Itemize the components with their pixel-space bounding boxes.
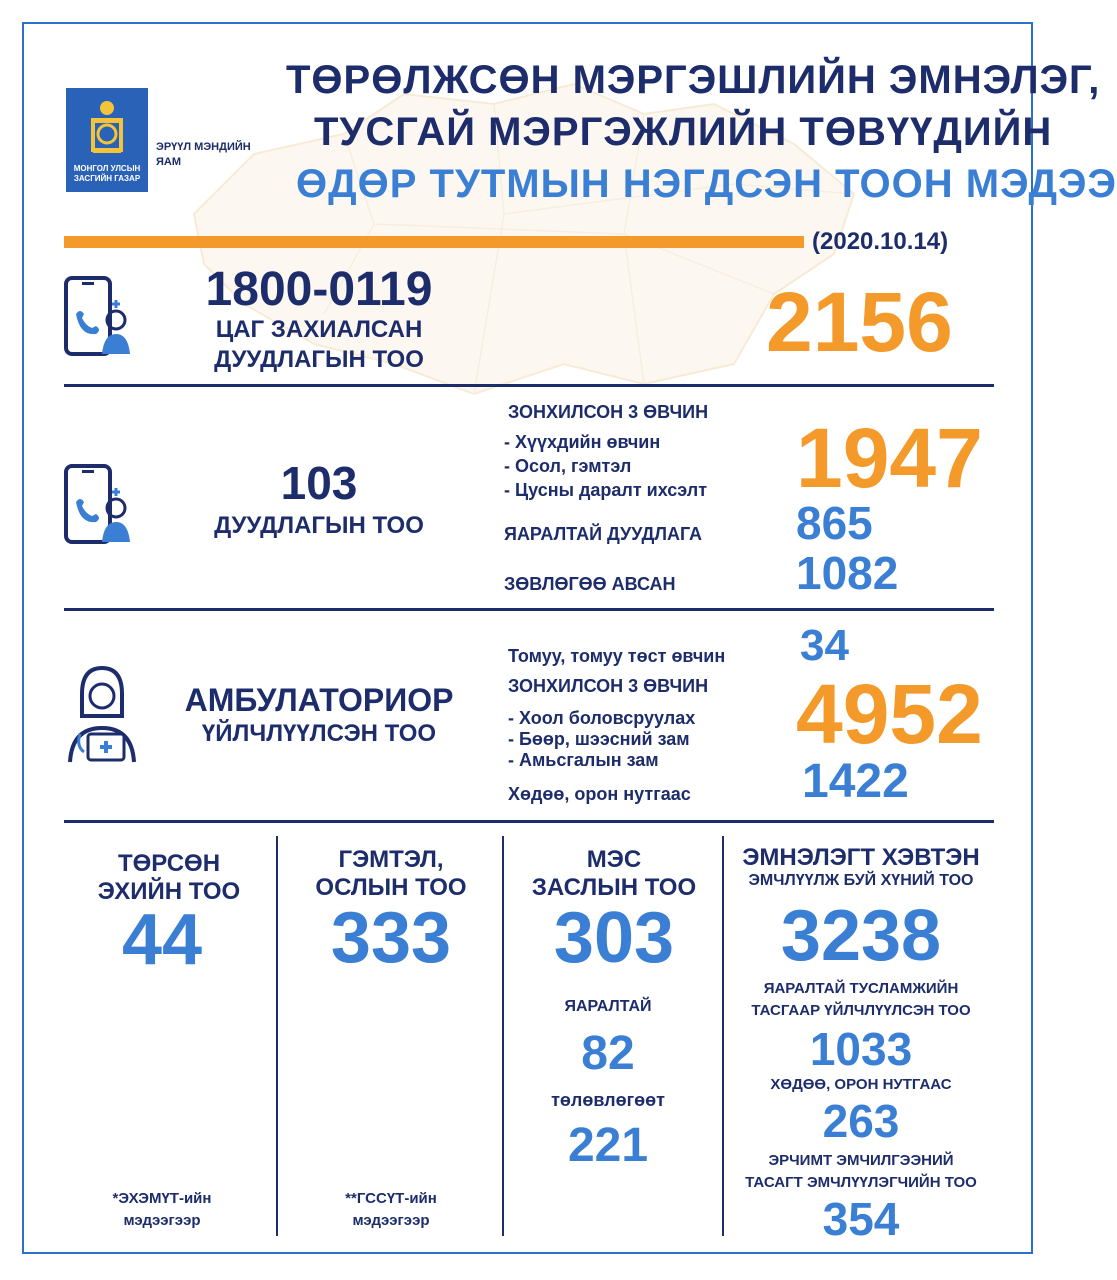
flu-value: 34	[800, 621, 849, 670]
injury-source-line-1: **ГССҮТ-ийн	[345, 1190, 437, 1207]
calls-label: ДУУДЛАГЫН ТОО	[214, 512, 424, 539]
outpatient-label-line-2: ҮЙЛЧЛҮҮЛСЭН ТОО	[201, 720, 437, 747]
appointment-label-line-2: ДУУДЛАГЫН ТОО	[214, 346, 424, 373]
surgery-urgent-value: 82	[581, 1027, 635, 1080]
ministry-name: ЭРҮҮЛ МЭНДИЙН ЯАМ	[156, 141, 251, 168]
top3-title: ЗОНХИЛСОН 3 ӨВЧИН	[508, 402, 709, 422]
births-value: 44	[121, 900, 203, 980]
top3-item-3: - Цусны даралт ихсэлт	[504, 480, 708, 500]
er-rural-label: ХӨДӨӨ, ОРОН НУТГААС	[770, 1076, 952, 1093]
orange-divider	[64, 236, 804, 248]
outpatient-rural-value: 1422	[802, 755, 909, 808]
column-divider-3	[722, 836, 724, 1236]
infographic-frame	[22, 22, 1117, 1254]
injury-value: 333	[330, 898, 452, 978]
top3-item-2: - Осол, гэмтэл	[504, 456, 632, 476]
hotline-number: 1800-0119	[205, 263, 433, 316]
government-name: МОНГОЛ УЛСЫН ЗАСГИЙН ГАЗАР	[73, 164, 141, 183]
column-divider-2	[502, 836, 504, 1236]
outpatient-top3-title: ЗОНХИЛСОН 3 ӨВЧИН	[508, 676, 709, 696]
births-source-line-1: *ЭХЭМҮТ-ийн	[112, 1190, 212, 1207]
outpatient-total-value: 4952	[796, 667, 983, 761]
icu-title-line-2: ТАСАГТ ЭМЧЛҮҮЛЭГЧИЙН ТОО	[745, 1174, 977, 1191]
inpatient-subtitle: ЭМЧЛҮҮЛЖ БУЙ ХҮНИЙ ТОО	[748, 872, 974, 889]
government-logo	[66, 88, 148, 192]
advice-label: ЗӨВЛӨГӨӨ АВСАН	[504, 574, 676, 594]
outpatient-top3-item-2: - Бөөр, шээсний зам	[508, 729, 690, 749]
surgery-planned-value: 221	[567, 1119, 649, 1172]
er-value: 1033	[809, 1023, 913, 1075]
er-title-line-1: ЯАРАЛТАЙ ТУСЛАМЖИЙН	[763, 980, 959, 997]
phone-doctor-icon	[64, 274, 134, 362]
icu-title-line-1: ЭРЧИМТ ЭМЧИЛГЭЭНИЙ	[768, 1152, 954, 1169]
emergency-number: 103	[280, 457, 358, 509]
injury-source-line-2: мэдээгээр	[352, 1212, 430, 1229]
title-line-1: ТӨРӨЛЖСӨН МЭРГЭШЛИЙН ЭМНЭЛЭГ,	[286, 58, 1101, 102]
nurse-icon	[64, 664, 140, 764]
urgent-calls-label: ЯАРАЛТАЙ ДУУДЛАГА	[504, 524, 703, 544]
section-divider-2	[64, 608, 994, 611]
births-title-line-1: ТӨРСӨН	[117, 850, 221, 877]
appointment-label-line-1: ЦАГ ЗАХИАЛСАН	[215, 316, 423, 343]
er-rural-value: 263	[822, 1095, 900, 1147]
injury-title-line-2: ОСЛЫН ТОО	[315, 874, 467, 901]
surgery-planned-label: төлөвлөгөөт	[551, 1090, 665, 1110]
surgery-title-line-1: МЭС	[586, 846, 642, 873]
column-divider-1	[276, 836, 278, 1236]
advice-value: 1082	[796, 547, 899, 599]
inpatient-value: 3238	[780, 896, 942, 976]
top3-item-1: - Хүүхдийн өвчин	[504, 432, 661, 452]
inpatient-title: ЭМНЭЛЭГТ ХЭВТЭН	[742, 844, 980, 871]
injury-title-line-1: ГЭМТЭЛ,	[338, 846, 444, 873]
phone-doctor-icon	[64, 462, 134, 550]
title-line-3: ӨДӨР ТУТМЫН НЭГДСЭН ТООН МЭДЭЭ	[296, 162, 1117, 206]
outpatient-top3-item-3: - Амьсгалын зам	[508, 750, 659, 770]
surgery-value: 303	[553, 898, 675, 978]
er-title-line-2: ТАСГААР ҮЙЛЧЛҮҮЛСЭН ТОО	[751, 1002, 971, 1019]
appointment-calls-value: 2156	[766, 275, 953, 369]
outpatient-rural-label: Хөдөө, орон нутгаас	[508, 784, 691, 804]
title-line-2: ТУСГАЙ МЭРГЭЖЛИЙН ТӨВҮҮДИЙН	[314, 110, 1053, 154]
births-title-line-2: ЭХИЙН ТОО	[97, 878, 241, 905]
flu-label: Томуу, томуу төст өвчин	[508, 646, 726, 666]
surgery-title-line-2: ЗАСЛЫН ТОО	[531, 874, 697, 901]
outpatient-top3-item-1: - Хоол боловсруулах	[508, 708, 696, 728]
report-date: (2020.10.14)	[812, 228, 949, 255]
icu-value: 354	[822, 1193, 900, 1245]
urgent-calls-value: 865	[796, 497, 873, 549]
surgery-urgent-label: ЯАРАЛТАЙ	[564, 998, 652, 1015]
births-source-line-2: мэдээгээр	[123, 1212, 201, 1229]
section-divider-1	[64, 384, 994, 387]
calls-total-value: 1947	[796, 411, 983, 505]
section-divider-3	[64, 820, 994, 823]
soyombo-emblem-icon	[87, 96, 127, 158]
outpatient-label-line-1: АМБУЛАТОРИОР	[184, 682, 454, 718]
